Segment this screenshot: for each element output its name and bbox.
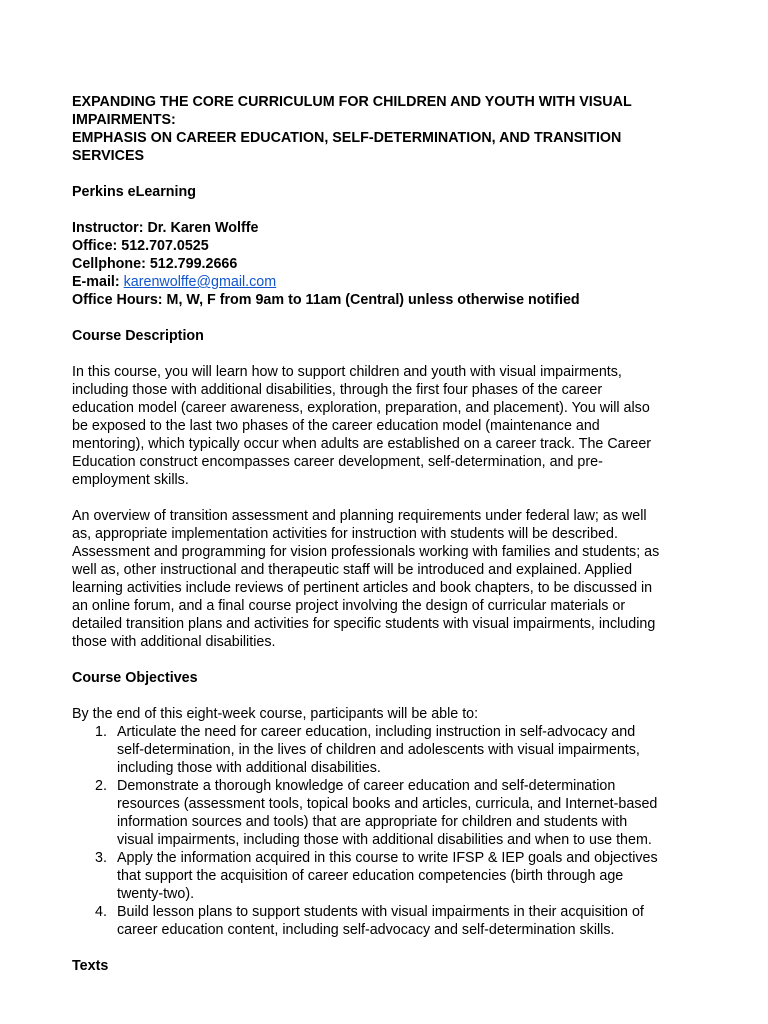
text-line: resources (assessment tools, topical books and articles, curricula, and Internet-based xyxy=(117,796,658,812)
title-line-3: EMPHASIS ON CAREER EDUCATION, SELF-DETERMINATION, AND TRANSITION xyxy=(72,130,622,146)
office-hours-line: Office Hours: M, W, F from 9am to 11am (Central) unless otherwise notified xyxy=(72,292,580,308)
text-line: Articulate the need for career education, including instruction in self-advocacy and xyxy=(117,724,636,740)
email-label: E-mail: xyxy=(72,274,120,290)
text-line: Build lesson plans to support students with visual impairments in their acquisition of xyxy=(117,904,644,920)
text-line: self-determination, in the lives of children and adolescents with visual impairments, xyxy=(117,742,640,758)
text-line: education model (career awareness, exploration, preparation, and placement). You will also xyxy=(72,400,650,416)
course-description-paragraph-2 xyxy=(72,507,698,651)
list-item-number: 2. xyxy=(95,778,107,794)
text-line: as, appropriate implementation activities for instruction with students will be described. xyxy=(72,526,618,542)
provider-name: Perkins eLearning xyxy=(72,184,196,200)
text-line: including those with additional disabilities, through the first four phases of the career xyxy=(72,382,603,398)
course-description-paragraph-1 xyxy=(72,363,698,489)
course-description-heading: Course Description xyxy=(72,328,204,344)
text-line: those with additional disabilities. xyxy=(72,634,276,650)
title-line-1: EXPANDING THE CORE CURRICULUM FOR CHILDREN AND YOUTH WITH VISUAL xyxy=(72,94,632,110)
text-line: Demonstrate a thorough knowledge of career education and self-determination xyxy=(117,778,616,794)
office-phone-line: Office: 512.707.0525 xyxy=(72,238,209,254)
text-line: learning activities include reviews of pertinent articles and book chapters, to be discussed in xyxy=(72,580,653,596)
list-item-number: 1. xyxy=(95,724,107,740)
cellphone-line: Cellphone: 512.799.2666 xyxy=(72,256,238,272)
text-line: be exposed to the last two phases of the career education model (maintenance and xyxy=(72,418,600,434)
text-line: In this course, you will learn how to support children and youth with visual impairments, xyxy=(72,364,622,380)
text-line: including those with additional disabilities. xyxy=(117,760,381,776)
title-line-4: SERVICES xyxy=(72,148,145,164)
list-item xyxy=(72,777,698,849)
texts-heading: Texts xyxy=(72,958,109,974)
objectives-list xyxy=(72,723,698,939)
text-line: employment skills. xyxy=(72,472,189,488)
text-line: well as, other instructional and therapeutic staff will be introduced and explained. Applied xyxy=(72,562,633,578)
text-line: Apply the information acquired in this course to write IFSP & IEP goals and objectives xyxy=(117,850,658,866)
text-line: twenty-two). xyxy=(117,886,195,902)
text-line: career education content, including self-advocacy and self-determination skills. xyxy=(117,922,615,938)
course-objectives-intro: By the end of this eight-week course, participants will be able to: xyxy=(72,706,479,722)
email-line xyxy=(72,273,698,291)
text-line: information sources and tools) that are appropriate for children and students with xyxy=(117,814,628,830)
text-line: detailed transition plans and activities for specific students with visual impairments, including xyxy=(72,616,656,632)
list-item xyxy=(72,849,698,903)
course-objectives-heading: Course Objectives xyxy=(72,670,198,686)
list-item xyxy=(72,903,698,939)
title-line-2: IMPAIRMENTS: xyxy=(72,112,176,128)
text-line: Assessment and programming for vision professionals working with families and students; as xyxy=(72,544,660,560)
text-line: an online forum, and a final course project involving the design of curricular materials or xyxy=(72,598,626,614)
text-line: that support the acquisition of career education competencies (birth through age xyxy=(117,868,624,884)
text-line: Education construct encompasses career development, self-determination, and pre- xyxy=(72,454,603,470)
text-line: An overview of transition assessment and planning requirements under federal law; as well xyxy=(72,508,647,524)
text-line: visual impairments, including those with additional disabilities and when to use them. xyxy=(117,832,652,848)
contact-block xyxy=(72,219,698,309)
email-link[interactable]: karenwolffe@gmail.com xyxy=(123,274,277,290)
instructor-line: Instructor: Dr. Karen Wolffe xyxy=(72,220,259,236)
text-line: mentoring), which typically occur when adults are established on a career track. The Career xyxy=(72,436,652,452)
document-page xyxy=(72,93,698,975)
list-item-number: 3. xyxy=(95,850,107,866)
list-item xyxy=(72,723,698,777)
list-item-number: 4. xyxy=(95,904,107,920)
document-title xyxy=(72,93,698,165)
